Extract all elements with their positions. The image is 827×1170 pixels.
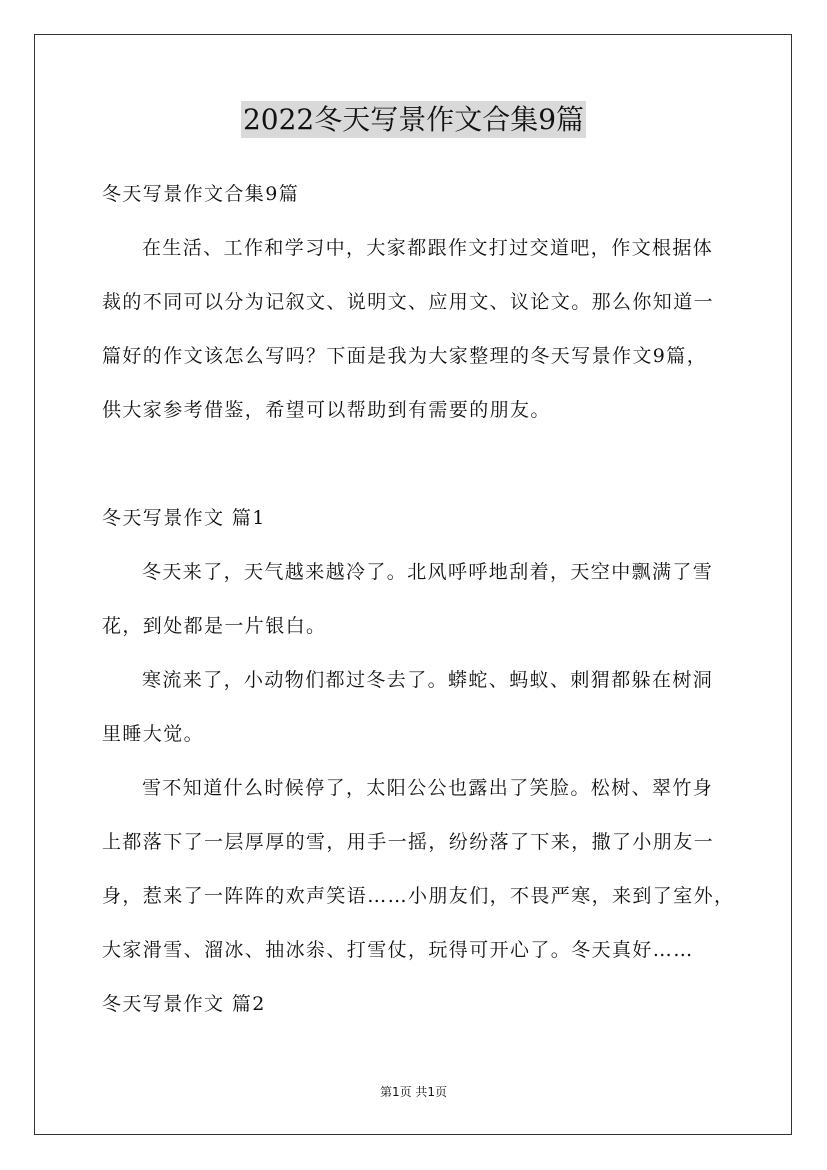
document-body (102, 174, 735, 1038)
intro-paragraph-line: 供大家参考借鉴，希望可以帮助到有需要的朋友。 (102, 399, 551, 421)
section-1-paragraph-line: 花，到处都是一片银白。 (102, 615, 327, 637)
section-heading-2: 冬天写景作文 篇2 (102, 993, 266, 1015)
section-heading-1: 冬天写景作文 篇1 (102, 507, 266, 529)
intro-paragraph-line: 篇好的作文该怎么写吗？下面是我为大家整理的冬天写景作文9篇， (102, 345, 708, 367)
section-1-paragraph-line: 大家滑雪、溜冰、抽冰尜、打雪仗，玩得可开心了。冬天真好…… (102, 939, 694, 961)
paragraph-gap (102, 444, 732, 498)
section-1-paragraph-line: 身，惹来了一阵阵的欢声笑语……小朋友们，不畏严寒，来到了室外， (102, 885, 735, 907)
intro-paragraph-line: 在生活、工作和学习中，大家都跟作文打过交道吧，作文根据体 (142, 237, 714, 259)
section-1-paragraph-line: 寒流来了，小动物们都过冬去了。蟒蛇、蚂蚁、刺猬都躲在树洞 (142, 669, 714, 691)
subtitle-line: 冬天写景作文合集9篇 (102, 183, 300, 205)
section-1-paragraph-line: 冬天来了，天气越来越冷了。北风呼呼地刮着，天空中飘满了雪 (142, 561, 714, 583)
section-1-paragraph-line: 里睡大觉。 (102, 723, 205, 745)
document-title-text: 2022冬天写景作文合集9篇 (242, 103, 585, 136)
document-title (0, 100, 827, 140)
intro-paragraph-line: 裁的不同可以分为记叙文、说明文、应用文、议论文。那么你知道一 (102, 291, 715, 313)
page-footer: 第1页 共1页 (379, 1085, 448, 1099)
section-1-paragraph-line: 雪不知道什么时候停了，太阳公公也露出了笑脸。松树、翠竹身 (142, 777, 714, 799)
section-1-paragraph-line: 上都落下了一层厚厚的雪，用手一摇，纷纷落了下来，撒了小朋友一 (102, 831, 715, 853)
